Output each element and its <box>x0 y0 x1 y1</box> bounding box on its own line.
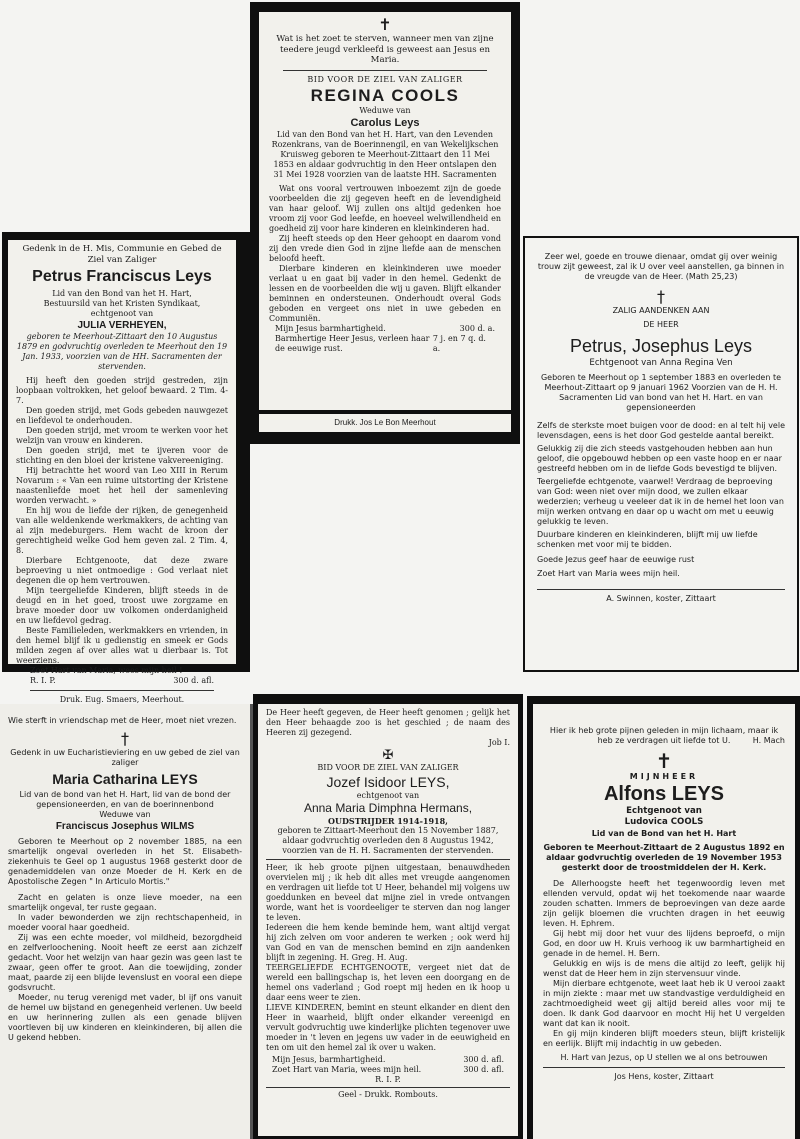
card-jozef-isidoor <box>253 694 523 1139</box>
remember-text: Gedenk in uw Eucharistieviering en uw gebed de ziel van zaliger <box>10 748 240 767</box>
deceased-name: Petrus, Josephus Leys <box>569 336 753 356</box>
cross-icon: ✝ <box>655 749 673 773</box>
quote: Hier ik heb grote pijnen geleden in mijn lichaam, maar ik heb ze verdragen uit liefde tot U. <box>549 726 779 745</box>
quote-ref: Job I. <box>488 738 510 747</box>
indulgence: 300 d. afl. <box>463 1065 504 1074</box>
paragraph: Iedereen die hem kende beminde hem, want altijd vergat hij zich zelven om voor anderen te werken ; ook werd hij van God en van de menschen bemind en zijn aandenken blijft in zegening. H. Greg. H. Aug. <box>266 923 510 962</box>
rip: R. I. P. <box>375 1075 401 1084</box>
divider <box>537 589 785 590</box>
quote: Wat is het zoet te sterven, wanneer men van zijne teedere jeugd verkleefd is geweest aan Jesus en Maria. <box>276 34 494 66</box>
quote-ref: H. Mach <box>752 736 785 745</box>
spouse-intro: echtgenoot van <box>90 309 154 319</box>
membership-2: Bestuursild van het Kristen Syndikaat, <box>43 299 201 309</box>
prayer: Mijn Jesus barmhartigheid. <box>275 323 386 333</box>
life-details: geboren te Zittaart-Meerhout den 15 November 1887, aldaar godvruchtig overleden den 8 Augustus 1942, voorzien van de H. H. Sacramenten der stervenden. <box>277 826 499 855</box>
printer: Jos Hens, koster, Zittaart <box>614 1072 714 1082</box>
paragraph: Hij heeft den goeden strijd gestreden, zijn loopbaan voltrokken, het geloof bewaard. 2 Tim. 4-7. <box>16 376 228 406</box>
spouse-intro: Echtgenoot van <box>626 806 702 816</box>
cross-icon: ✠ <box>382 748 394 763</box>
heading: ZALIG AANDENKEN AAN <box>612 306 710 315</box>
heading: BID VOOR DE ZIEL VAN ZALIGER <box>307 74 463 84</box>
rip: R. I. P. <box>30 676 56 686</box>
spouse-name: Anna Maria Dimphna Hermans, <box>303 801 473 815</box>
closing-prayer: Goede Jezus geef haar de eeuwige rust <box>537 554 695 564</box>
paragraph: De Allerhoogste heeft het tegenwoordig leven met ellenden vervuld, opdat wij het toekomende naar waarde zouden schatten. Immers de beproevingen van deze aarde zijn gelijk bloemen die vruchten dragen in het eeuwig leven. H. Ephrem. <box>543 879 785 929</box>
card-inner <box>259 12 511 410</box>
closing-prayer: Zoet Hart van Maria wees mijn heil. <box>537 568 680 578</box>
veteran-line: OUDSTRIJDER 1914-1918, <box>328 816 448 826</box>
divider <box>266 1087 510 1088</box>
paragraph: Den goeden strijd, met Gods gebeden nauwgezet en liefdevol te onderhouden. <box>16 406 228 426</box>
paragraph: Heer, ik heb groote pijnen uitgestaan, benauwdheden overvielen mij ; ik heb dit alles met vreugde aangenomen en verdragen uit liefde tot U Heer, behandel mij volgens uw goeddunken en beveel dat mijne ziel in vrede ontvangen worde, want het is voordeeliger te sterven dan nog langer te leven. <box>266 863 510 922</box>
life-details: Lid van den Bond van het H. Hart, van den Levenden Rozenkrans, van de Boerinnengil, en van Wekelijkschen Kruisweg geboren te Meerhout-Zittaart den 11 Mei 1853 en aldaar godvruchtig in den Heer ontslapen den 31 Mei 1928 voorzien van de laatste HH. Sacramenten <box>271 129 499 179</box>
spouse-line: Echtgenoot van Anna Regina Ven <box>589 358 733 368</box>
spouse-intro: echtgenoot van <box>356 791 420 800</box>
paragraph: TEERGELIEFDE ECHTGENOOTE, vergeet niet dat de wereld een ballingschap is, het leven een doorgang en de hemel ons vaderland ; God roept mij heden en ik hoop u daar eens weer te zien. <box>266 963 510 1002</box>
printer: Druk. Eug. Smaers, Meerhout. <box>59 695 185 705</box>
paragraph: Dierbare Echtgenoote, dat deze zware beproeving u niet ontmoedige : God verlaat niet degenen die op hem vertrouwen. <box>16 556 228 586</box>
paragraph: Zacht en gelaten is onze lieve moeder, na een smartelijk ongeval, ter ruste gegaan. <box>8 893 242 912</box>
spouse-name: JULIA VERHEYEN, <box>77 320 167 332</box>
memberships: Lid van de bond van het H. Hart, lid van de bond der gepensioneerden, en van de boerinnenbond <box>19 790 231 809</box>
card-inner <box>533 704 795 1139</box>
prayer-row <box>266 1065 510 1075</box>
paragraph: Mijn dierbare echtgenote, weet laat heb ik U verooi zaakt in mijn ziekte : maar met uw standvastige verduldigheid en zachtmoedigheid weet gij altijd bereid alles voor mij te doen. Ik dank God daarvoor en mocht Hij het U vergelden want dat kan ik nooit. <box>543 979 785 1029</box>
card-petrus-franciscus <box>2 232 250 705</box>
paragraph: Moeder, nu terug verenigd met vader, bl ijf ons vanuit de hemel uw bijstand en genegenheid verlenen. Uw beeld en uw herinnering zullen als een genade blijven voortleven bij uw kinderen en kleinkinderen, bij allen die U gekend hebben. <box>8 993 242 1042</box>
rip-row <box>16 676 228 686</box>
paragraph: En gij mijn kinderen blijft moeders steun, blijft kristelijk en eerlijk. Blijft mij indachtig in uw gebeden. <box>543 1029 785 1049</box>
paragraph: Zij was een echte moeder, vol mildheid, bezorgdheid en zelfverloochening. Nooit heeft ze eerst aan zichzelf gedacht. Voor het welzijn van haar gezin was geen last te zwaar, geen offer te groot. Aan die toewijding, zonder maat, paarde zij een blijde levenslust en vooral een diepe godsvrucht. <box>8 933 242 992</box>
spouse-name: Carolus Leys <box>350 116 420 129</box>
membership: Lid van de Bond van het H. Hart <box>591 829 737 839</box>
membership: Lid van den Bond van het H. Hart, <box>52 289 192 299</box>
paragraph: En hij wou de liefde der rijken, de genegenheid van alle weldenkende werkmakkers, de achting van al zijn medeburgers. Hem wacht de kroon der gerechtigheid welke God hem geven zal. 2 Tim. 4, 8. <box>16 506 228 556</box>
prayer-row <box>266 1055 510 1065</box>
card-inner <box>8 240 236 705</box>
paragraph: Dierbare kinderen en kleinkinderen uwe moeder verlaat u en gaat bij vader in den hemel. Gedenkt de lessen en de voorbeelden die wij u gaven. Blijft elkander beminnen en ondersteunen. Onderhoudt overal Gods geboden en vergeet ons niet in uwe gebeden en Communiën. <box>269 263 501 323</box>
divider <box>30 690 214 691</box>
divider <box>266 859 510 860</box>
printer: Drukk. Jos Le Bon Meerhout <box>259 414 511 432</box>
divider <box>283 70 487 71</box>
life-details: Geboren te Meerhout op 2 november 1885, na een smartelijk ongeval overleden in het St. Elisabeth-ziekenhuis te Geel op 1 augustus 1968 gesterkt door de genademiddelen van onze Moeder de H. Kerk en de Apostolische Zegen " In Articulo Mortis." <box>8 837 242 886</box>
quote: Zeer wel, goede en trouwe dienaar, omdat gij over weinig trouw zijt geweest, zal ik U over veel aanstellen, ga binnen in de vreugde van de Heer. (Math 25,23) <box>537 252 785 281</box>
prayer-row <box>269 334 501 354</box>
heading: MIJNHEER <box>629 772 699 781</box>
paragraph: Beste Familieleden, werkmakkers en vrienden, in den hemel blijf ik u gedienstig en smeek er Gods milden zegen af over alles wat u dierbaar is. Tot weerziens. <box>16 626 228 666</box>
prayer: Barmhertige Heer Jesus, verleen haar de eeuwige rust. <box>275 333 430 353</box>
spouse-name: Franciscus Josephus WILMS <box>55 821 195 832</box>
remember-text: Gedenk in de H. Mis, Communie en Gebed de Ziel van Zaliger <box>22 244 222 265</box>
card-petrus-josephus <box>523 236 799 672</box>
indulgence: 300 d. afl. <box>173 676 214 686</box>
deceased-name: REGINA COOLS <box>310 85 460 105</box>
indulgence: 300 d. a. <box>459 323 495 333</box>
spouse-name: Ludovica COOLS <box>624 816 704 827</box>
paragraph: LIEVE KINDEREN, bemint en steunt elkander en dient den Heer in waarheid, blijft onder elkander vereenigd en vervult godvruchtig uwe kinderlijke plichten tegenover uwe moeder in 't leven en jegens uw vader in de eeuwigheid en ten om uit den hemel zal ik over u waken. <box>266 1003 510 1052</box>
printer: A. Swinnen, koster, Zittaart <box>606 593 716 603</box>
paragraph: Den goeden strijd, met vroom te werken voor het welzijn van vrouw en kinderen. <box>16 426 228 446</box>
paragraph: Teergeliefde echtgenote, vaarwel! Verdraag de beproeving van God: ween niet over mijn dood, we zullen elkaar wederzien; verheug u veeleer dat ik in de hemel het loon van mijn werken ontvang en daar op u wacht om met u eeuwig gelukkig te leven. <box>537 476 784 526</box>
closing-prayer: H. Hart van Jezus, op U stellen we al ons betrouwen <box>560 1053 768 1063</box>
paragraph: In vader bewonderden we zijn rechtschapenheid, in moeder vooral haar goedheid. <box>8 913 242 932</box>
cross-icon: ✝ <box>378 15 392 34</box>
paragraph: Gelukkig zij die zich steeds vastgehouden hebben aan hun geloof, die opgebouwd hebben op een vaste hoop en er naar gestreefd hebben om in de liefde Gods bevestigd te blijven. <box>537 443 782 473</box>
quote: Wie sterft in vriendschap met de Heer, moet niet vrezen. <box>8 716 237 725</box>
cross-icon: † <box>121 729 129 748</box>
paragraph: Zij heeft steeds op den Heer gehoopt en daarom vond zij den vrede dien God in zijne liefde aan de menschen beloofd heeft. <box>269 233 501 263</box>
life-dates: geboren te Meerhout-Zittaart den 10 Augustus 1879 en godvruchtig overleden te Meerhout den 19 Jan. 1933, voorzien van de HH. Sacramenten der stervenden. <box>16 332 228 372</box>
paragraph: Duurbare kinderen en kleinkinderen, blijft mij uw liefde schenken met voor mij te bidden. <box>537 529 758 549</box>
card-alfons-leys <box>527 696 800 1139</box>
life-details: Geboren te Meerhout-Zittaart de 2 Augustus 1892 en aldaar godvruchtig overleden de 19 November 1953 gesterkt door de troostmiddelen der H. Kerk. <box>543 843 785 873</box>
deceased-name: Alfons LEYS <box>603 783 724 805</box>
printer: Geel - Drukk. Rombouts. <box>338 1090 438 1099</box>
paragraph: Mijn teergeliefde Kinderen, blijft steeds in de deugd en in het goed, troost uwe zorgzame en brave moeder door uw volkomen onderdanigheid en uw liefdevol gedrag. <box>16 586 228 626</box>
deceased-name: Petrus Franciscus Leys <box>32 268 212 286</box>
indulgence: 7 j. en 7 q. d. a. <box>432 333 486 353</box>
heading: BID VOOR DE ZIEL VAN ZALIGER <box>317 763 459 772</box>
paragraph: Hij betrachtte het woord van Leo XIII in Rerum Novarum : « Van een ruime uitstorting der Kristene naastenliefde moet het heil der samenleving worden verwacht. » <box>16 466 228 506</box>
deceased-name: Jozef Isidoor LEYS, <box>326 774 450 790</box>
life-details: Geboren te Meerhout op 1 september 1883 en overleden te Meerhout-Zittaart op 9 januari 1962 Voorzien van de H. H. Sacramenten Lid van bond van het H. Hart. en van gepensioneerden <box>540 372 782 412</box>
cross-icon: † <box>657 287 665 306</box>
quote: De Heer heeft gegeven, de Heer heeft genomen ; gelijk het den Heer behaagde zoo is het geschied ; de naam des Heeren zij gezegend. <box>266 708 510 737</box>
closing-prayer: Zoet Hart van Maria, wees mijn heil ! <box>30 666 183 676</box>
widow-of: Weduwe van <box>359 105 411 115</box>
paragraphs <box>16 376 228 666</box>
deceased-name: Maria Catharina LEYS <box>52 771 198 787</box>
prayer-row <box>269 324 501 334</box>
indulgence: 300 d. afl. <box>463 1055 504 1064</box>
divider <box>543 1067 785 1068</box>
paragraph: Gelukkig en wijs is de mens die altijd zo leeft, gelijk hij wenst dat de Heer hem in zijn stervensuur vinde. <box>543 959 785 979</box>
card-regina-cools <box>250 2 520 444</box>
paragraph: Zelfs de sterkste moet buigen voor de dood: en al telt hij vele levensdagen, eens is het door God gestelde aantal bereikt. <box>537 420 785 440</box>
prayer: Zoet Hart van Maria, wees mijn heil. <box>272 1065 422 1074</box>
card-maria-catharina <box>0 704 253 1139</box>
prayer: Mijn Jesus, barmhartigheid. <box>272 1055 386 1064</box>
heading-2: DE HEER <box>643 320 679 329</box>
widow-of: Weduwe van <box>99 810 151 819</box>
paragraph: Den goeden strijd, met te ijveren voor de stichting en den bloei der kristene vakvereeniging. <box>16 446 228 466</box>
card-inner <box>258 704 518 1136</box>
paragraph: Wat ons vooral vertrouwen inboezemt zijn de goede voorbeelden die zij gegeven heeft en de levendigheid van haar geloof. Wij zullen ons altijd gedenken hoe vroom zij voor God leefde, en hoeveel welwillendheid en goedheid zij voor hare kinderen en kleinkinderen had. <box>269 183 501 233</box>
paragraph: Gij hebt mij door het vuur des lijdens beproefd, o mijn God, en door uw H. Kruis verhoog ik uw barmhartigheid en genade in de hemel. H. Bern. <box>543 929 785 959</box>
